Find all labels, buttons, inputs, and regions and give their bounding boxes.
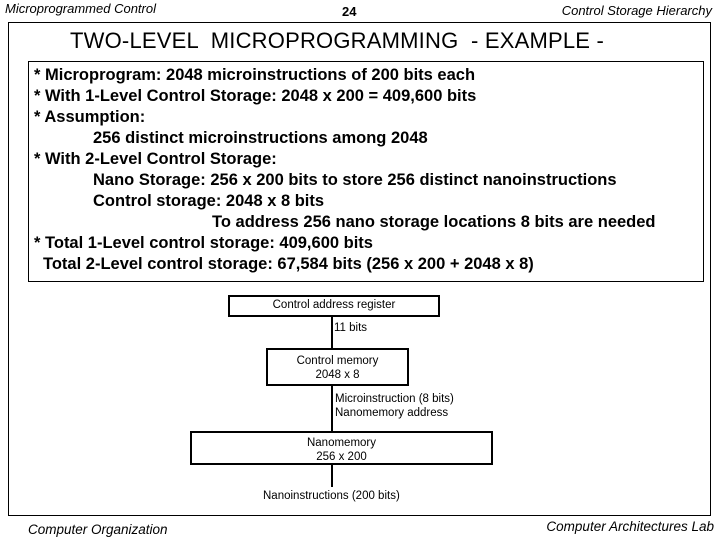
control-memory-size: 2048 x 8 (315, 369, 360, 381)
control-memory-label: Control memory (296, 355, 379, 367)
nanomemory-label: Nanomemory (306, 437, 377, 449)
control-storage-line: Control storage: 2048 x 8 bits (93, 192, 325, 210)
total-two-level-line: Total 2-Level control storage: 67,584 bits (256 x 200 + 2048 x 8) (43, 255, 534, 273)
bullet-total-one-level: * Total 1-Level control storage: 409,600 bits (34, 234, 373, 252)
page-number: 24 (342, 4, 357, 19)
nanomemory-size: 256 x 200 (316, 451, 367, 463)
connector-nm-output (331, 465, 333, 487)
address-bits-line: To address 256 nano storage locations 8 bits are needed (212, 213, 656, 231)
microinstruction-label: Microinstruction (8 bits) (335, 393, 454, 405)
connector-cm-to-nm (331, 386, 333, 431)
slide-title: TWO-LEVEL MICROPROGRAMMING - EXAMPLE - (70, 28, 605, 53)
footer-right: Computer Architectures Lab (546, 519, 714, 534)
header-left: Microprogrammed Control (5, 1, 156, 16)
assumption-detail: 256 distinct microinstructions among 2048 (93, 129, 428, 147)
footer-left: Computer Organization (28, 522, 168, 537)
connector-car-to-cm (331, 317, 333, 348)
bullet-assumption: * Assumption: (34, 108, 146, 126)
nanomemory-address-label: Nanomemory address (335, 407, 449, 419)
bullet-one-level: * With 1-Level Control Storage: 2048 x 200 = 409,600 bits (34, 87, 477, 105)
control-memory-box (266, 348, 409, 386)
address-bits-label: 11 bits (334, 322, 368, 334)
bullet-microprogram: * Microprogram: 2048 microinstructions of 200 bits each (34, 66, 476, 84)
control-address-register-label: Control address register (272, 299, 396, 311)
control-address-register-box (228, 295, 440, 317)
nano-storage-line: Nano Storage: 256 x 200 bits to store 256 distinct nanoinstructions (93, 171, 617, 189)
nanomemory-box (190, 431, 493, 465)
nanoinstructions-label: Nanoinstructions (200 bits) (263, 490, 400, 502)
header-right: Control Storage Hierarchy (561, 3, 712, 18)
bullet-two-level: * With 2-Level Control Storage: (34, 150, 277, 168)
